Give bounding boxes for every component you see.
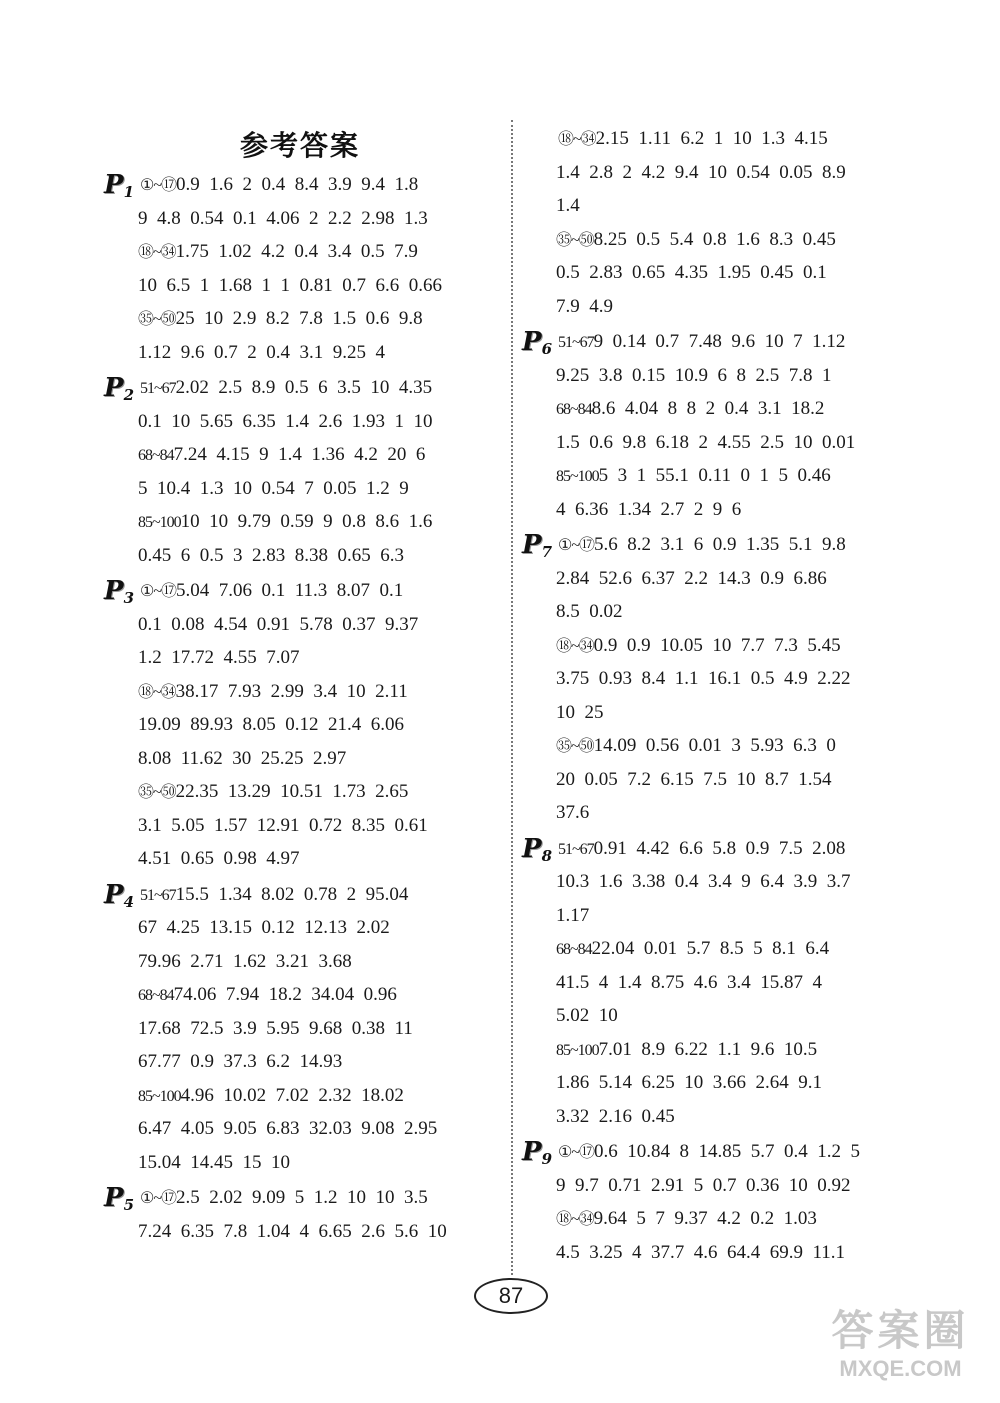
answer-line: [138, 1045, 342, 1079]
answer-line: [140, 371, 432, 405]
answer-line: [556, 359, 832, 393]
answer-line: [138, 302, 423, 336]
answer-line: [556, 1169, 851, 1203]
page-marker-number: 7: [541, 543, 552, 561]
answer-values: 15.5 1.34 8.02 0.78 2 95.04: [175, 883, 409, 905]
question-range: 68~84: [138, 447, 174, 464]
page-marker-letter: P: [104, 1183, 124, 1213]
answer-values: 2.84 52.6 6.37 2.2 14.3 0.9 6.86: [556, 567, 827, 589]
question-range: ①~⑰: [140, 583, 177, 600]
page-marker: [522, 1137, 556, 1167]
page-marker-number: 5: [123, 1196, 134, 1214]
question-range: 51~67: [140, 886, 176, 904]
answer-line: [556, 562, 827, 596]
answer-line: [556, 1202, 817, 1236]
answer-values: 1.4 2.8 2 4.2 9.4 10 0.54 0.05 8.9: [556, 161, 846, 183]
page-marker-number: 1: [123, 183, 134, 201]
page-marker-letter: P: [104, 170, 124, 200]
answer-line: [556, 156, 846, 190]
answer-values: 4.5 3.25 4 37.7 4.6 64.4 69.9 11.1: [556, 1241, 846, 1263]
answer-line: [138, 809, 428, 843]
question-range: ㉟~㊿: [556, 231, 594, 249]
page-marker-letter: P: [522, 327, 542, 357]
answer-line: [556, 932, 829, 966]
answer-line: [556, 1236, 845, 1270]
page-marker-letter: P: [522, 530, 542, 560]
answer-values: 67.77 0.9 37.3 6.2 14.93: [138, 1051, 343, 1072]
question-range: 51~67: [558, 840, 594, 858]
answer-line: [556, 189, 580, 223]
answer-line: [138, 1112, 437, 1146]
page-marker-number: 2: [123, 386, 134, 404]
answer-values: 10 10 9.79 0.59 9 0.8 8.6 1.6: [180, 511, 433, 532]
answer-line: [556, 595, 623, 629]
answer-line: [138, 675, 408, 709]
question-range: ㉟~㊿: [138, 311, 176, 328]
answer-values: 7.24 6.35 7.8 1.04 4 6.65 2.6 5.6 10: [138, 1220, 447, 1242]
answer-values: 7.24 4.15 9 1.4 1.36 4.2 20 6: [173, 444, 426, 465]
answer-line: [138, 742, 346, 776]
answer-line: [138, 641, 300, 675]
answer-line: [556, 290, 613, 324]
question-range: ㉟~㊿: [138, 784, 176, 801]
answer-line: [138, 978, 397, 1012]
answer-values: 41.5 4 1.4 8.75 4.6 3.4 15.87 4: [556, 971, 822, 993]
answer-values: 7.01 8.9 6.22 1.1 9.6 10.5: [598, 1038, 818, 1060]
answer-values: 5.04 7.06 0.1 11.3 8.07 0.1: [176, 580, 404, 601]
answer-line: [556, 966, 822, 1000]
question-range: ⑱~㉞: [558, 131, 596, 148]
page-marker-letter: P: [522, 1137, 542, 1167]
answer-line: [140, 1181, 428, 1215]
answer-values: 74.06 7.94 18.2 34.04 0.96: [173, 984, 397, 1005]
answer-line: [138, 505, 432, 539]
answer-values: 3.1 5.05 1.57 12.91 0.72 8.35 0.61: [138, 814, 428, 836]
answer-line: [556, 256, 827, 290]
answer-values: 22.35 13.29 10.51 1.73 2.65: [175, 781, 409, 802]
answer-values: 15.04 14.45 15 10: [138, 1151, 290, 1173]
answer-line: [138, 269, 442, 303]
answer-values: 1.75 1.02 4.2 0.4 3.4 0.5 7.9: [175, 241, 418, 262]
page-marker: [522, 327, 556, 357]
answer-line: [558, 325, 845, 359]
page-number: 87: [474, 1278, 548, 1314]
answer-line: [556, 392, 824, 426]
answer-line: [138, 1146, 290, 1180]
answer-line: [138, 202, 428, 236]
answer-values: 1.5 0.6 9.8 6.18 2 4.55 2.5 10 0.01: [556, 431, 856, 453]
answer-values: 9.25 3.8 0.15 10.9 6 8 2.5 7.8 1: [556, 364, 832, 386]
answer-values: 1.17: [556, 904, 590, 926]
answer-line: [138, 945, 352, 979]
answer-values: 0.45 6 0.5 3 2.83 8.38 0.65 6.3: [138, 544, 404, 566]
answer-values: 1.2 17.72 4.55 7.07: [138, 647, 300, 668]
answer-line: [558, 1135, 860, 1169]
page-marker-number: 8: [541, 846, 552, 865]
answer-line: [138, 438, 425, 472]
answer-values: 9 4.8 0.54 0.1 4.06 2 2.2 2.98 1.3: [138, 207, 428, 229]
answer-values: 0.91 4.42 6.6 5.8 0.9 7.5 2.08: [593, 837, 846, 859]
question-range: ⑱~㉞: [138, 683, 176, 701]
answer-line: [556, 999, 618, 1033]
answer-values: 67 4.25 13.15 0.12 12.13 2.02: [138, 917, 390, 938]
answer-values: 0.5 2.83 0.65 4.35 1.95 0.45 0.1: [556, 262, 827, 283]
answer-line: [556, 426, 855, 460]
answer-values: 10.3 1.6 3.38 0.4 3.4 9 6.4 3.9 3.7: [556, 871, 851, 892]
answer-values: 10 6.5 1 1.68 1 1 0.81 0.7 6.6 0.66: [138, 274, 442, 296]
page-marker-number: 6: [541, 340, 552, 358]
answer-line: [140, 168, 418, 202]
answer-values: 1.86 5.14 6.25 10 3.66 2.64 9.1: [556, 1072, 822, 1093]
answer-values: 14.09 0.56 0.01 3 5.93 6.3 0: [593, 735, 836, 756]
question-range: ⑱~㉞: [556, 637, 594, 655]
page-marker: [522, 834, 556, 864]
question-range: 85~100: [138, 514, 181, 531]
answer-line: [558, 528, 846, 562]
page-marker-number: 4: [123, 892, 134, 911]
answer-line: [138, 608, 418, 642]
answer-values: 4.96 10.02 7.02 2.32 18.02: [180, 1084, 404, 1106]
page-marker: [104, 170, 138, 200]
page-marker-letter: P: [104, 879, 124, 910]
answer-values: 38.17 7.93 2.99 3.4 10 2.11: [175, 680, 408, 702]
answer-values: 0.9 0.9 10.05 10 7.7 7.3 5.45: [593, 634, 841, 656]
answer-line: [558, 832, 845, 866]
page-marker-letter: P: [522, 833, 542, 864]
answer-values: 0.1 0.08 4.54 0.91 5.78 0.37 9.37: [138, 613, 419, 635]
answer-values: 4.51 0.65 0.98 4.97: [138, 848, 300, 869]
answer-values: 5 3 1 55.1 0.11 0 1 5 0.46: [598, 465, 831, 486]
answer-line: [556, 493, 741, 527]
answer-values: 3.75 0.93 8.4 1.1 16.1 0.5 4.9 2.22: [556, 668, 851, 689]
answer-values: 2.02 2.5 8.9 0.5 6 3.5 10 4.35: [175, 377, 433, 398]
watermark-en: MXQE.COM: [839, 1356, 962, 1381]
answer-line: [138, 405, 433, 439]
answer-values: 8.25 0.5 5.4 0.8 1.6 8.3 0.45: [593, 228, 836, 250]
answer-line: [556, 223, 836, 257]
answer-values: 8.6 4.04 8 8 2 0.4 3.1 18.2: [591, 398, 825, 419]
question-range: 51~67: [558, 334, 594, 351]
answer-values: 9 9.7 0.71 2.91 5 0.7 0.36 10 0.92: [556, 1174, 851, 1196]
question-range: ①~⑰: [558, 537, 595, 554]
answer-values: 5.6 8.2 3.1 6 0.9 1.35 5.1 9.8: [594, 534, 846, 555]
answer-values: 1.4: [556, 195, 580, 216]
question-range: ①~⑰: [140, 177, 177, 194]
page-marker-number: 3: [123, 589, 134, 607]
watermark-logo: [808, 1306, 993, 1396]
answer-values: 8.08 11.62 30 25.25 2.97: [138, 747, 347, 769]
question-range: ㉟~㊿: [556, 738, 594, 755]
question-range: 85~100: [556, 468, 599, 485]
answer-values: 22.04 0.01 5.7 8.5 5 8.1 6.4: [591, 938, 830, 959]
column-divider: [511, 120, 513, 1275]
answer-line: [138, 1215, 447, 1249]
answer-values: 0.6 10.84 8 14.85 5.7 0.4 1.2 5: [594, 1141, 861, 1162]
question-range: ①~⑰: [140, 1190, 177, 1207]
question-range: 68~84: [556, 941, 592, 958]
page-marker: [104, 373, 138, 403]
question-range: 68~84: [138, 987, 174, 1004]
page-marker-letter: P: [104, 373, 124, 403]
answer-line: [556, 696, 604, 730]
question-range: ⑱~㉞: [138, 244, 176, 261]
answer-values: 10 25: [556, 701, 604, 723]
page-title: 参考答案: [240, 129, 361, 162]
answer-line: [556, 1066, 822, 1100]
question-range: 51~67: [140, 380, 176, 397]
answer-line: [556, 1033, 817, 1067]
question-range: 85~100: [556, 1041, 599, 1059]
answer-values: 37.6: [556, 802, 590, 823]
answer-line: [138, 1079, 404, 1113]
question-range: 68~84: [556, 401, 592, 418]
answer-line: [556, 899, 589, 933]
answer-values: 9 0.14 0.7 7.48 9.6 10 7 1.12: [593, 331, 846, 352]
answer-line: [138, 775, 408, 809]
answer-line: [140, 574, 403, 608]
answer-values: 17.68 72.5 3.9 5.95 9.68 0.38 11: [138, 1017, 413, 1039]
page-marker: [522, 530, 556, 560]
answer-line: [138, 911, 390, 945]
watermark-cn: 答案圈: [831, 1307, 970, 1354]
answer-values: 79.96 2.71 1.62 3.21 3.68: [138, 950, 352, 972]
answer-line: [138, 336, 385, 370]
answer-line: [138, 472, 409, 506]
answer-values: 3.32 2.16 0.45: [556, 1105, 675, 1127]
page-marker: [104, 880, 138, 910]
answer-values: 4 6.36 1.34 2.7 2 9 6: [556, 498, 742, 520]
answer-values: 2.5 2.02 9.09 5 1.2 10 10 3.5: [176, 1187, 428, 1208]
answer-values: 8.5 0.02: [556, 601, 623, 622]
answer-line: [556, 662, 851, 696]
answer-line: [556, 1100, 675, 1134]
answer-values: 5.02 10: [556, 1005, 618, 1026]
answer-values: 7.9 4.9: [556, 295, 613, 317]
answer-line: [556, 729, 836, 763]
answer-line: [138, 842, 300, 876]
answer-line: [556, 629, 841, 663]
answer-values: 1.12 9.6 0.7 2 0.4 3.1 9.25 4: [138, 341, 385, 363]
question-range: ⑱~㉞: [556, 1211, 594, 1228]
answer-values: 25 10 2.9 8.2 7.8 1.5 0.6 9.8: [175, 308, 423, 329]
answer-values: 19.09 89.93 8.05 0.12 21.4 6.06: [138, 714, 404, 735]
answer-line: [556, 796, 589, 830]
answer-values: 0.9 1.6 2 0.4 8.4 3.9 9.4 1.8: [176, 174, 419, 195]
answer-values: 0.1 10 5.65 6.35 1.4 2.6 1.93 1 10: [138, 410, 433, 432]
page-marker: [104, 1183, 138, 1213]
page-marker: [104, 576, 138, 606]
answer-line: [556, 763, 832, 797]
answer-values: 2.15 1.11 6.2 1 10 1.3 4.15: [595, 128, 828, 149]
answer-line: [140, 878, 408, 912]
answer-line: [138, 235, 418, 269]
answer-line: [138, 539, 404, 573]
page-marker-number: 9: [541, 1150, 552, 1168]
answer-values: 5 10.4 1.3 10 0.54 7 0.05 1.2 9: [138, 477, 409, 499]
answer-values: 20 0.05 7.2 6.15 7.5 10 8.7 1.54: [556, 768, 832, 790]
question-range: 85~100: [138, 1087, 181, 1105]
answer-line: [556, 459, 831, 493]
answer-values: 9.64 5 7 9.37 4.2 0.2 1.03: [593, 1208, 817, 1229]
page-marker-letter: P: [104, 576, 124, 606]
answer-line: [558, 122, 828, 156]
answer-values: 6.47 4.05 9.05 6.83 32.03 9.08 2.95: [138, 1118, 438, 1139]
answer-line: [138, 708, 404, 742]
answer-line: [556, 865, 851, 899]
answer-line: [138, 1012, 413, 1046]
question-range: ①~⑰: [558, 1144, 595, 1161]
